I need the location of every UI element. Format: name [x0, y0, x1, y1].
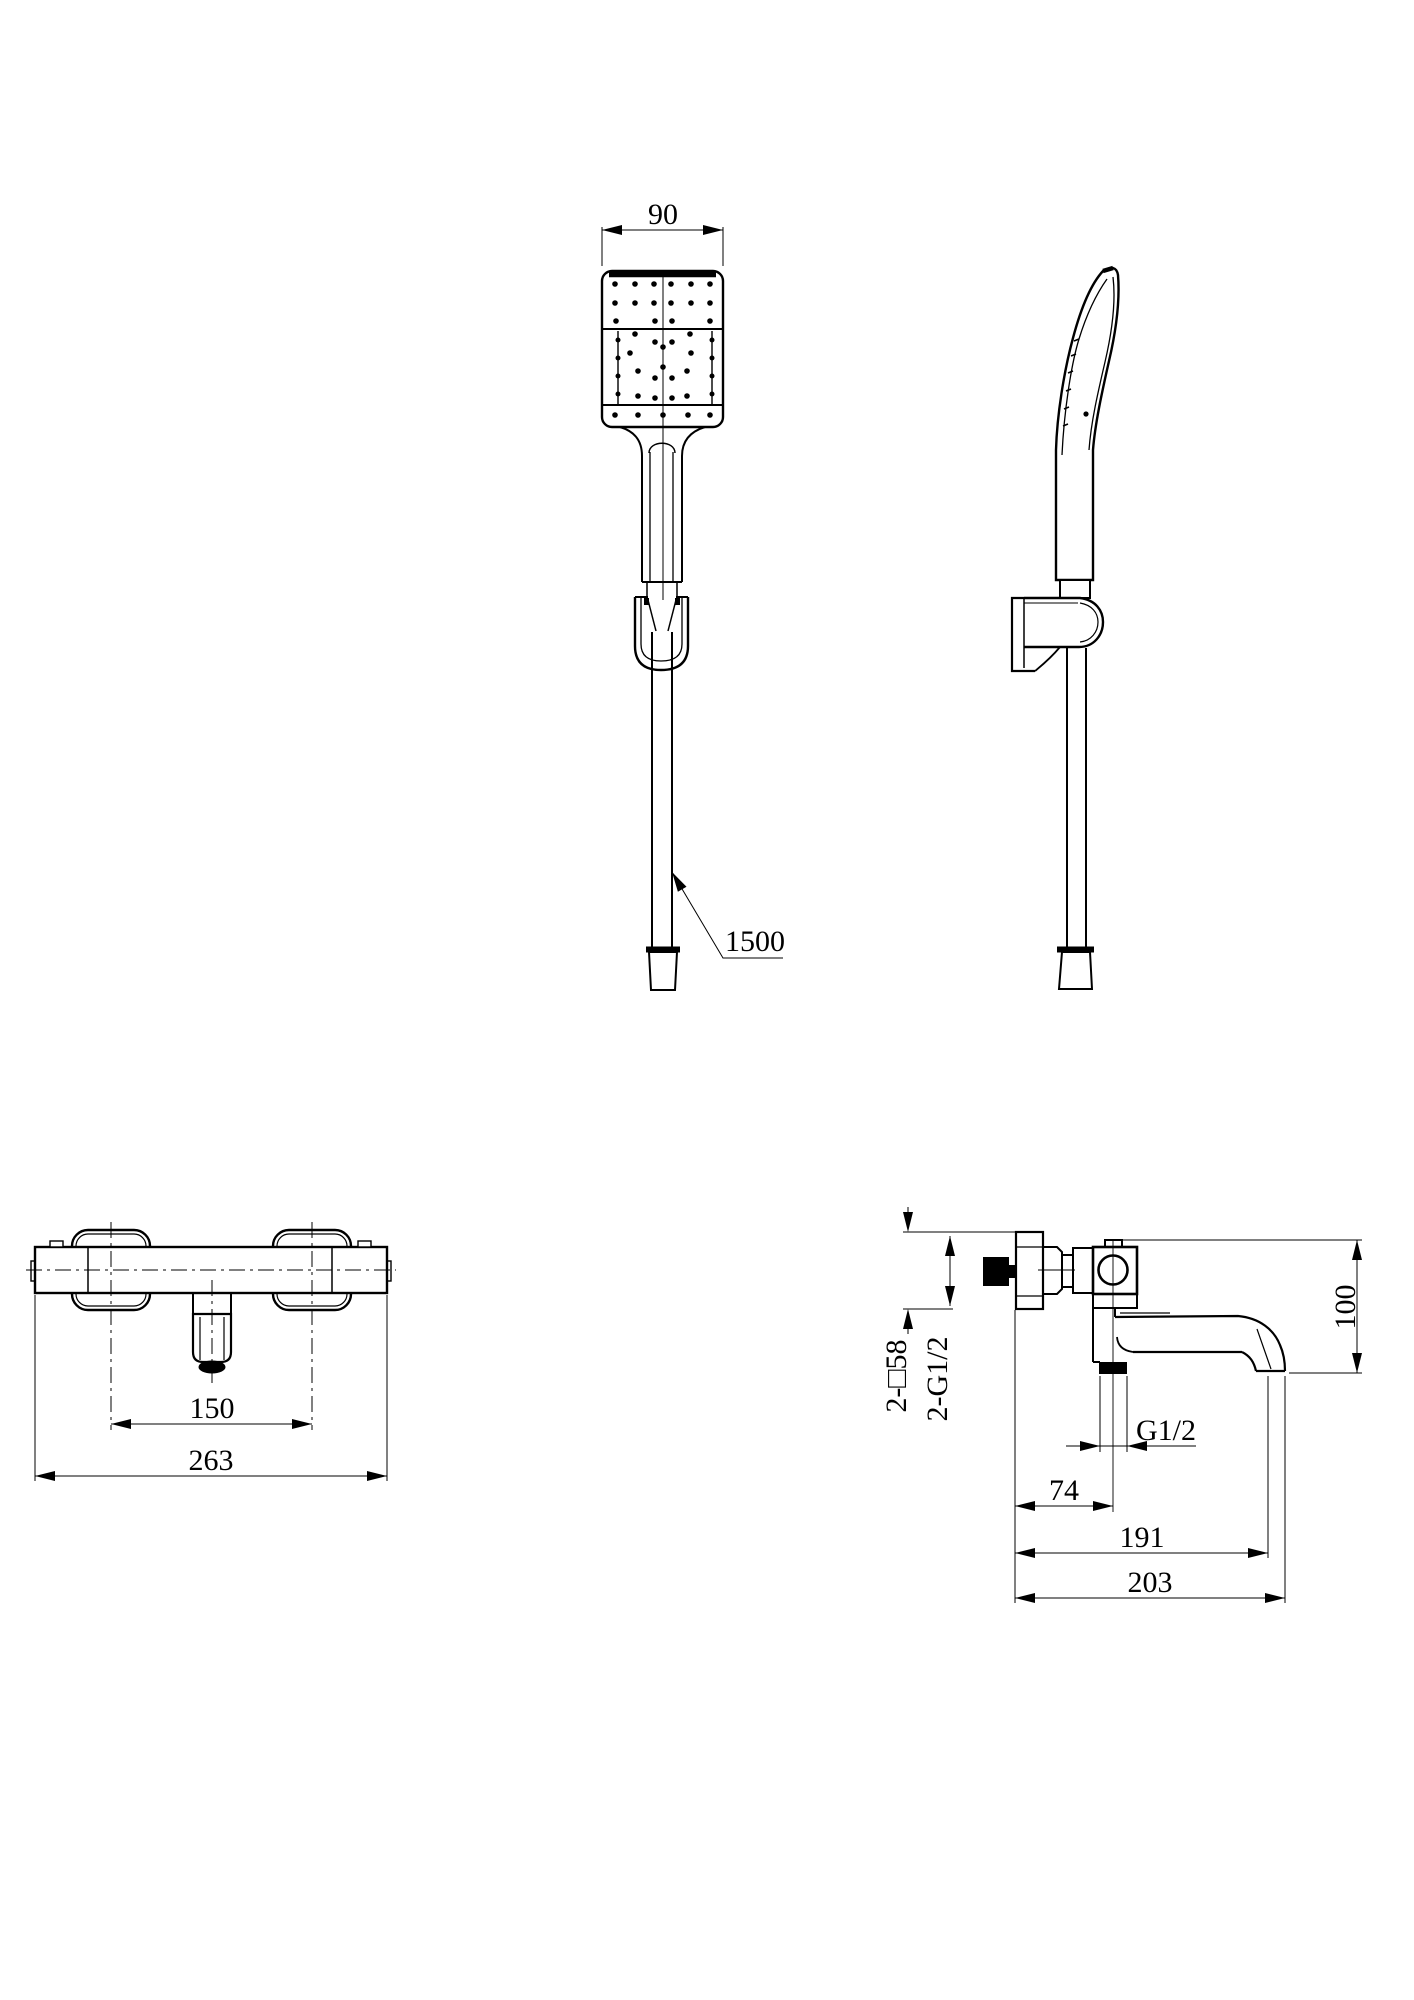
mixer-front-view	[26, 1222, 396, 1481]
dim-handle-centers-label: 150	[189, 1392, 235, 1425]
hose-front	[646, 632, 680, 990]
temperature-knob	[983, 1257, 1009, 1286]
handshower-front-view	[602, 198, 785, 990]
dim-head-width	[602, 225, 723, 266]
dim-spout-offset-label: 74	[1049, 1474, 1079, 1507]
dim-hose-length-label: 1500	[725, 925, 785, 958]
shower-outlet	[1099, 1362, 1127, 1374]
dim-spout-drop-label: 100	[1329, 1284, 1362, 1330]
dim-outlet-thread-label: G1/2	[1136, 1414, 1196, 1447]
dim-head-width-label: 90	[648, 198, 678, 231]
mixer-side-view	[880, 1207, 1362, 1603]
dim-overall-depth-label: 203	[1127, 1566, 1173, 1599]
spout-side	[1115, 1313, 1285, 1371]
handshower-side-view	[1012, 268, 1119, 989]
hose-side	[1057, 648, 1094, 989]
dim-inlet-thread	[945, 1236, 955, 1306]
dim-inlet-thread-label: 2-G1/2	[921, 1336, 954, 1422]
bracket-side	[1012, 598, 1103, 671]
dim-escutcheon-label: 2-□58	[880, 1339, 913, 1413]
dim-spout-reach-label: 191	[1119, 1521, 1165, 1554]
bracket-front	[635, 597, 688, 670]
dim-body-length-label: 263	[188, 1444, 234, 1477]
